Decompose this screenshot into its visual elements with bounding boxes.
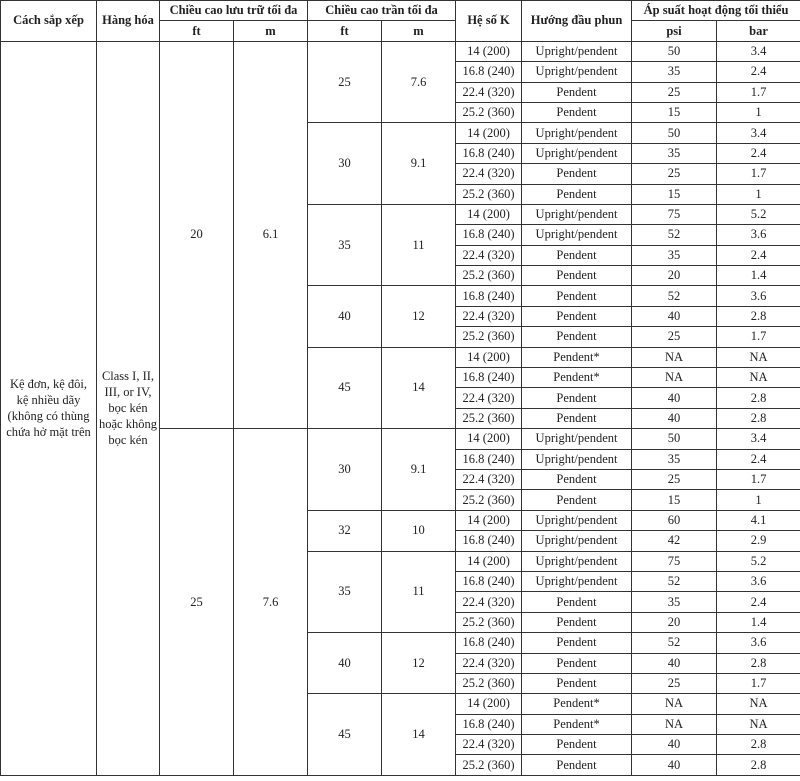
arrangement-cell: Kệ đơn, kệ đôi, kệ nhiều dãy (không có thùng chứa hở mặt trên (1, 41, 97, 775)
k-factor-cell: 14 (200) (456, 347, 522, 367)
orientation-cell: Pendent (522, 755, 632, 775)
orientation-cell: Pendent* (522, 347, 632, 367)
psi-cell: 25 (632, 673, 717, 693)
ceiling-height-m: 9.1 (382, 123, 456, 205)
header-max-ceiling-height: Chiều cao trần tối đa (308, 1, 456, 21)
ceiling-height-ft: 35 (308, 204, 382, 286)
bar-cell: 1.7 (717, 164, 800, 184)
psi-cell: 15 (632, 102, 717, 122)
psi-cell: 35 (632, 245, 717, 265)
header-orientation: Hướng đầu phun (522, 1, 632, 42)
bar-cell: 2.8 (717, 735, 800, 755)
orientation-cell: Pendent (522, 286, 632, 306)
psi-cell: 40 (632, 306, 717, 326)
k-factor-cell: 14 (200) (456, 123, 522, 143)
ceiling-height-m: 12 (382, 633, 456, 694)
bar-cell: 1.7 (717, 327, 800, 347)
orientation-cell: Upright/pendent (522, 429, 632, 449)
orientation-cell: Pendent (522, 306, 632, 326)
ceiling-height-ft: 30 (308, 123, 382, 205)
psi-cell: 40 (632, 653, 717, 673)
k-factor-cell: 25.2 (360) (456, 755, 522, 775)
header-min-pressure: Áp suất hoạt động tối thiểu (632, 1, 800, 21)
ceiling-height-ft: 25 (308, 41, 382, 123)
bar-cell: NA (717, 714, 800, 734)
bar-cell: 3.6 (717, 633, 800, 653)
psi-cell: 50 (632, 41, 717, 61)
orientation-cell: Upright/pendent (522, 510, 632, 530)
storage-height-m: 6.1 (234, 41, 308, 428)
psi-cell: 52 (632, 633, 717, 653)
bar-cell: 2.8 (717, 755, 800, 775)
orientation-cell: Pendent (522, 653, 632, 673)
k-factor-cell: 25.2 (360) (456, 490, 522, 510)
orientation-cell: Upright/pendent (522, 571, 632, 591)
psi-cell: 20 (632, 612, 717, 632)
ceiling-height-ft: 32 (308, 510, 382, 551)
k-factor-cell: 14 (200) (456, 510, 522, 530)
orientation-cell: Pendent (522, 82, 632, 102)
bar-cell: 1.7 (717, 82, 800, 102)
ceiling-height-ft: 30 (308, 429, 382, 511)
psi-cell: NA (632, 368, 717, 388)
orientation-cell: Pendent (522, 164, 632, 184)
k-factor-cell: 22.4 (320) (456, 469, 522, 489)
storage-height-ft: 20 (160, 41, 234, 428)
ceiling-height-ft: 45 (308, 347, 382, 429)
k-factor-cell: 25.2 (360) (456, 266, 522, 286)
k-factor-cell: 22.4 (320) (456, 735, 522, 755)
bar-cell: 3.4 (717, 429, 800, 449)
psi-cell: 15 (632, 490, 717, 510)
orientation-cell: Pendent (522, 469, 632, 489)
bar-cell: 1.7 (717, 673, 800, 693)
orientation-cell: Pendent (522, 735, 632, 755)
bar-cell: 3.6 (717, 286, 800, 306)
ceiling-height-m: 7.6 (382, 41, 456, 123)
psi-cell: 25 (632, 327, 717, 347)
table-header (1, 1, 800, 42)
bar-cell: 2.4 (717, 143, 800, 163)
k-factor-cell: 25.2 (360) (456, 612, 522, 632)
psi-cell: 40 (632, 735, 717, 755)
commodity-cell: Class I, II, III, or IV, bọc kén hoặc không bọc kén (97, 41, 160, 775)
bar-cell: 5.2 (717, 204, 800, 224)
k-factor-cell: 16.8 (240) (456, 225, 522, 245)
psi-cell: 50 (632, 123, 717, 143)
k-factor-cell: 22.4 (320) (456, 245, 522, 265)
bar-cell: 2.9 (717, 531, 800, 551)
psi-cell: 20 (632, 266, 717, 286)
bar-cell: 2.8 (717, 653, 800, 673)
ceiling-height-ft: 35 (308, 551, 382, 633)
orientation-cell: Upright/pendent (522, 531, 632, 551)
bar-cell: 1.4 (717, 266, 800, 286)
k-factor-cell: 25.2 (360) (456, 184, 522, 204)
bar-cell: 1.7 (717, 469, 800, 489)
orientation-cell: Pendent (522, 184, 632, 204)
psi-cell: 60 (632, 510, 717, 530)
ceiling-height-m: 14 (382, 347, 456, 429)
header-arrangement: Cách sắp xếp (1, 1, 97, 42)
orientation-cell: Pendent (522, 490, 632, 510)
psi-cell: 42 (632, 531, 717, 551)
k-factor-cell: 25.2 (360) (456, 673, 522, 693)
bar-cell: 4.1 (717, 510, 800, 530)
orientation-cell: Pendent* (522, 368, 632, 388)
table-row (1, 41, 800, 61)
bar-cell: 2.8 (717, 388, 800, 408)
header-k-factor: Hệ số K (456, 1, 522, 42)
k-factor-cell: 14 (200) (456, 41, 522, 61)
orientation-cell: Upright/pendent (522, 41, 632, 61)
k-factor-cell: 16.8 (240) (456, 531, 522, 551)
orientation-cell: Upright/pendent (522, 62, 632, 82)
k-factor-cell: 16.8 (240) (456, 143, 522, 163)
psi-cell: 52 (632, 225, 717, 245)
psi-cell: 25 (632, 164, 717, 184)
k-factor-cell: 14 (200) (456, 429, 522, 449)
ceiling-height-ft: 45 (308, 694, 382, 776)
bar-cell: 1.4 (717, 612, 800, 632)
ceiling-height-m: 12 (382, 286, 456, 347)
ceiling-height-m: 10 (382, 510, 456, 551)
psi-cell: 25 (632, 82, 717, 102)
k-factor-cell: 16.8 (240) (456, 368, 522, 388)
k-factor-cell: 16.8 (240) (456, 449, 522, 469)
psi-cell: 75 (632, 204, 717, 224)
k-factor-cell: 14 (200) (456, 204, 522, 224)
bar-cell: 3.6 (717, 225, 800, 245)
header-ceiling-ft: ft (308, 21, 382, 41)
psi-cell: 15 (632, 184, 717, 204)
storage-height-m: 7.6 (234, 429, 308, 776)
psi-cell: 52 (632, 286, 717, 306)
k-factor-cell: 16.8 (240) (456, 62, 522, 82)
psi-cell: 40 (632, 755, 717, 775)
psi-cell: 25 (632, 469, 717, 489)
k-factor-cell: 16.8 (240) (456, 286, 522, 306)
bar-cell: 2.8 (717, 306, 800, 326)
orientation-cell: Pendent (522, 673, 632, 693)
storage-height-ft: 25 (160, 429, 234, 776)
header-max-storage-height: Chiều cao lưu trữ tối đa (160, 1, 308, 21)
ceiling-height-m: 14 (382, 694, 456, 776)
orientation-cell: Pendent (522, 388, 632, 408)
k-factor-cell: 22.4 (320) (456, 653, 522, 673)
bar-cell: 1 (717, 184, 800, 204)
orientation-cell: Pendent* (522, 714, 632, 734)
header-bar: bar (717, 21, 800, 41)
bar-cell: 2.4 (717, 245, 800, 265)
psi-cell: NA (632, 694, 717, 714)
psi-cell: 35 (632, 592, 717, 612)
k-factor-cell: 14 (200) (456, 694, 522, 714)
bar-cell: 3.6 (717, 571, 800, 591)
k-factor-cell: 14 (200) (456, 551, 522, 571)
bar-cell: 3.4 (717, 41, 800, 61)
bar-cell: 2.4 (717, 62, 800, 82)
k-factor-cell: 22.4 (320) (456, 164, 522, 184)
header-psi: psi (632, 21, 717, 41)
ceiling-height-m: 11 (382, 551, 456, 633)
ceiling-height-m: 11 (382, 204, 456, 286)
orientation-cell: Pendent (522, 612, 632, 632)
orientation-cell: Upright/pendent (522, 449, 632, 469)
orientation-cell: Pendent (522, 327, 632, 347)
bar-cell: 5.2 (717, 551, 800, 571)
bar-cell: 1 (717, 102, 800, 122)
k-factor-cell: 22.4 (320) (456, 388, 522, 408)
psi-cell: 35 (632, 449, 717, 469)
k-factor-cell: 16.8 (240) (456, 633, 522, 653)
header-commodity: Hàng hóa (97, 1, 160, 42)
bar-cell: 1 (717, 490, 800, 510)
psi-cell: NA (632, 714, 717, 734)
psi-cell: 52 (632, 571, 717, 591)
psi-cell: 50 (632, 429, 717, 449)
bar-cell: 2.8 (717, 408, 800, 428)
orientation-cell: Pendent (522, 102, 632, 122)
orientation-cell: Pendent* (522, 694, 632, 714)
bar-cell: NA (717, 368, 800, 388)
orientation-cell: Upright/pendent (522, 551, 632, 571)
k-factor-cell: 25.2 (360) (456, 327, 522, 347)
table-body (1, 41, 800, 775)
k-factor-cell: 22.4 (320) (456, 306, 522, 326)
header-storage-m: m (234, 21, 308, 41)
header-ceiling-m: m (382, 21, 456, 41)
ceiling-height-ft: 40 (308, 633, 382, 694)
k-factor-cell: 22.4 (320) (456, 82, 522, 102)
bar-cell: 2.4 (717, 592, 800, 612)
orientation-cell: Pendent (522, 266, 632, 286)
bar-cell: 2.4 (717, 449, 800, 469)
orientation-cell: Pendent (522, 633, 632, 653)
psi-cell: NA (632, 347, 717, 367)
orientation-cell: Pendent (522, 592, 632, 612)
bar-cell: NA (717, 347, 800, 367)
psi-cell: 75 (632, 551, 717, 571)
orientation-cell: Pendent (522, 408, 632, 428)
orientation-cell: Upright/pendent (522, 204, 632, 224)
psi-cell: 35 (632, 62, 717, 82)
psi-cell: 40 (632, 408, 717, 428)
bar-cell: NA (717, 694, 800, 714)
ceiling-height-m: 9.1 (382, 429, 456, 511)
orientation-cell: Pendent (522, 245, 632, 265)
k-factor-cell: 25.2 (360) (456, 408, 522, 428)
orientation-cell: Upright/pendent (522, 225, 632, 245)
k-factor-cell: 16.8 (240) (456, 714, 522, 734)
orientation-cell: Upright/pendent (522, 143, 632, 163)
orientation-cell: Upright/pendent (522, 123, 632, 143)
bar-cell: 3.4 (717, 123, 800, 143)
k-factor-cell: 25.2 (360) (456, 102, 522, 122)
psi-cell: 40 (632, 388, 717, 408)
header-storage-ft: ft (160, 21, 234, 41)
psi-cell: 35 (632, 143, 717, 163)
k-factor-cell: 16.8 (240) (456, 571, 522, 591)
ceiling-height-ft: 40 (308, 286, 382, 347)
k-factor-cell: 22.4 (320) (456, 592, 522, 612)
